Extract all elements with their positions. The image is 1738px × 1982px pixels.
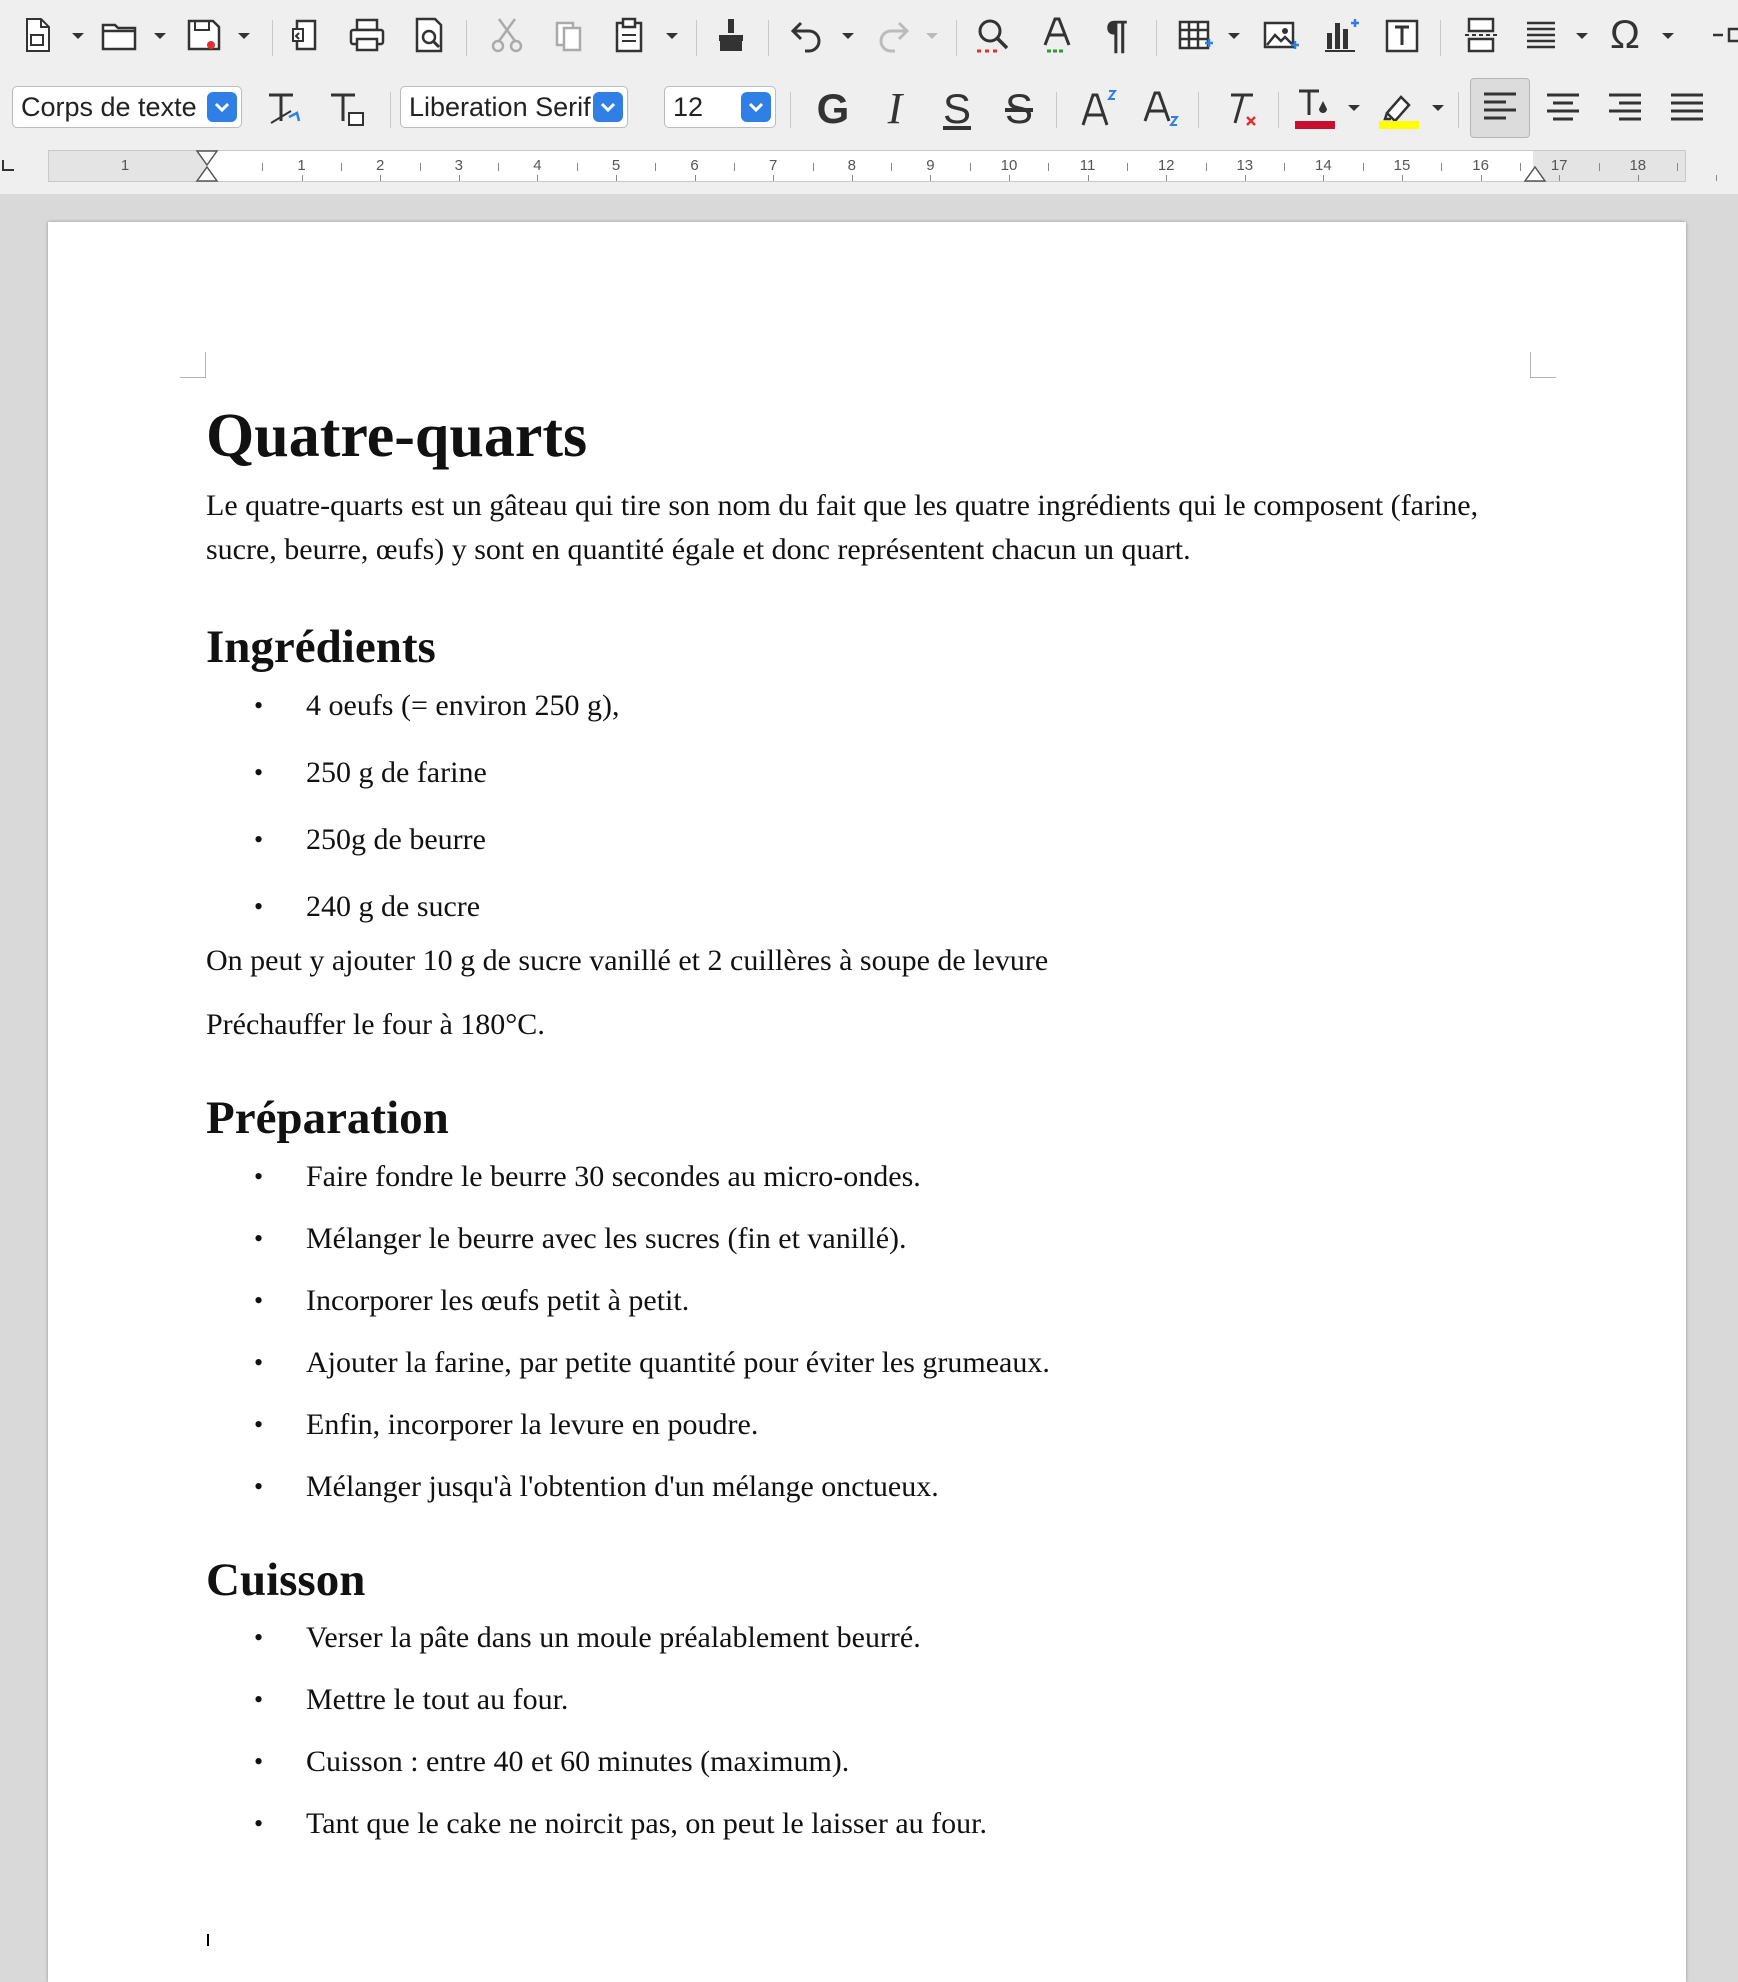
ruler-tick — [813, 163, 814, 171]
list-item — [206, 1221, 1546, 1257]
document-title: Quatre-quarts — [206, 402, 588, 470]
subscript-icon[interactable] — [1134, 84, 1188, 134]
separator — [1440, 20, 1441, 56]
print-preview-icon[interactable] — [406, 12, 452, 58]
list-item-text: 4 oeufs (= environ 250 g), — [306, 688, 620, 722]
right-indent-marker-icon[interactable] — [1523, 165, 1547, 183]
ruler-tick — [1599, 163, 1600, 171]
copy-icon[interactable] — [546, 12, 592, 58]
separator — [1198, 92, 1199, 128]
bullet: • — [254, 1623, 264, 1653]
preparation-heading: Préparation — [206, 1091, 449, 1144]
separator — [1458, 92, 1459, 128]
ruler-number: 15 — [1393, 157, 1411, 174]
list-item-text: Tant que le cake ne noircit pas, on peut le laisser au four. — [306, 1807, 987, 1841]
separator — [390, 92, 391, 128]
list-item-text: Mélanger le beurre avec les sucres (fin et vanillé). — [306, 1221, 907, 1255]
font-name-select[interactable] — [400, 86, 628, 128]
bullet: • — [254, 1685, 264, 1715]
formatting-marks-icon[interactable]: ¶ — [1105, 13, 1129, 57]
ruler-number: 16 — [1472, 157, 1489, 174]
list-item-text: Incorporer les œufs petit à petit. — [306, 1283, 690, 1317]
table-dropdown-icon[interactable] — [1226, 30, 1242, 42]
separator — [1278, 92, 1279, 128]
ruler-tick — [262, 163, 263, 171]
note-paragraph: On peut y ajouter 10 g de sucre vanillé et 2 cuillères à soupe de levure — [206, 943, 1049, 977]
list-item — [206, 1682, 1546, 1718]
redo-dropdown-icon[interactable] — [924, 30, 940, 42]
ruler-tab-tick — [302, 175, 303, 181]
new-document-icon[interactable] — [14, 12, 60, 58]
separator — [272, 20, 273, 56]
ruler-tick — [420, 163, 421, 171]
ruler-tab-tick — [1638, 175, 1639, 181]
horizontal-ruler-area — [0, 144, 1738, 194]
chevron-down-icon[interactable] — [207, 92, 237, 122]
separator — [466, 20, 467, 56]
insert-table-icon[interactable] — [1172, 12, 1218, 58]
ruler-number: 10 — [1000, 157, 1018, 174]
ruler-number: 1 — [120, 157, 130, 174]
ruler-tab-tick — [1716, 175, 1717, 181]
separator — [956, 20, 957, 56]
bullet: • — [254, 1285, 264, 1315]
ruler-tab-tick — [459, 175, 460, 181]
ruler-number: 18 — [1629, 157, 1647, 174]
bold-button[interactable] — [806, 84, 860, 134]
bullet: • — [254, 1809, 264, 1839]
ruler-tab-tick — [852, 175, 853, 181]
strikethrough-label: S — [1004, 85, 1033, 132]
ruler-tab-tick — [1009, 175, 1010, 181]
ruler-tick — [734, 163, 735, 171]
list-item — [206, 1159, 1546, 1195]
ruler-tab-tick — [537, 175, 538, 181]
ruler-tick — [1127, 163, 1128, 171]
list-item-text: Cuisson : entre 40 et 60 minutes (maximum). — [306, 1745, 850, 1779]
list-item — [206, 1345, 1546, 1381]
bullet: • — [254, 1223, 264, 1253]
italic-button[interactable] — [868, 84, 922, 134]
font-color-icon[interactable] — [1288, 84, 1342, 134]
ruler-number: 8 — [847, 157, 856, 174]
list-item-text: 250g de beurre — [306, 822, 486, 856]
insert-chart-icon[interactable] — [1318, 12, 1364, 58]
chevron-down-icon[interactable] — [593, 92, 623, 122]
font-size-value: 12 — [673, 91, 704, 122]
print-icon[interactable] — [344, 12, 390, 58]
font-color-dropdown-icon[interactable] — [1346, 102, 1362, 114]
ruler-tick — [341, 163, 342, 171]
insert-image-icon[interactable] — [1258, 12, 1304, 58]
tab-stop-type-icon[interactable] — [0, 158, 16, 174]
document-page[interactable] — [48, 222, 1686, 1982]
separator — [768, 20, 769, 56]
separator — [1056, 92, 1057, 128]
ruler-tick — [1441, 163, 1442, 171]
open-dropdown-icon[interactable] — [152, 30, 168, 42]
ruler-tick — [970, 163, 971, 171]
list-item-text: Faire fondre le beurre 30 secondes au micro-ondes. — [306, 1159, 921, 1193]
align-right-icon[interactable] — [1598, 84, 1652, 134]
save-dropdown-icon[interactable] — [236, 30, 252, 42]
ruler-tab-tick — [1245, 175, 1246, 181]
cuisson-list — [206, 1620, 1546, 1842]
justify-icon[interactable] — [1660, 84, 1714, 134]
bullet: • — [254, 1471, 264, 1501]
ruler-tick — [1363, 163, 1364, 171]
list-item-text: Verser la pâte dans un moule préalablement beurré. — [306, 1621, 921, 1655]
list-item-text: Enfin, incorporer la levure en poudre. — [306, 1407, 759, 1441]
new-dropdown-icon[interactable] — [70, 30, 86, 42]
ruler-tab-tick — [1402, 175, 1403, 181]
special-character-dropdown-icon[interactable] — [1660, 30, 1676, 42]
insert-field-icon[interactable] — [1518, 12, 1564, 58]
intro-paragraph: Le quatre-quarts est un gâteau qui tire son nom du fait que les quatre ingrédients qui le composent (farine, sucre, beurre, œufs) y sont en quantité égale et donc représentent chacun un quart. — [206, 489, 1479, 567]
field-dropdown-icon[interactable] — [1574, 30, 1590, 42]
bullet: • — [254, 1409, 264, 1439]
update-style-icon[interactable] — [258, 84, 312, 134]
undo-icon[interactable] — [784, 12, 830, 58]
text-boundary-corner — [1530, 352, 1556, 378]
ruler-number: 3 — [454, 157, 463, 174]
ruler-number: 17 — [1550, 157, 1568, 174]
ingredients-list — [206, 688, 1546, 925]
ruler-number: 9 — [926, 157, 935, 174]
ruler-tick — [655, 163, 656, 171]
indent-marker-icon[interactable] — [195, 149, 219, 183]
bullet: • — [254, 891, 264, 921]
clear-formatting-icon[interactable] — [1212, 84, 1266, 134]
font-size-select[interactable] — [664, 86, 776, 128]
ruler-tick — [1520, 163, 1521, 171]
list-item — [206, 1469, 1546, 1505]
undo-dropdown-icon[interactable] — [840, 30, 856, 42]
formatting-toolbar — [0, 74, 1738, 144]
list-item — [206, 755, 1546, 791]
ruler-tick — [1677, 163, 1678, 171]
ruler-tab-tick — [773, 175, 774, 181]
list-item-text: 250 g de farine — [306, 755, 487, 789]
bullet: • — [254, 757, 264, 787]
ruler-tab-tick — [695, 175, 696, 181]
save-icon[interactable] — [180, 12, 226, 58]
preparation-list — [206, 1159, 1546, 1505]
ruler-tab-tick — [616, 175, 617, 181]
hyperlink-icon[interactable] — [1706, 12, 1738, 58]
list-item — [206, 1620, 1546, 1656]
bullet: • — [254, 1747, 264, 1777]
note-paragraph: Préchauffer le four à 180°C. — [206, 1007, 545, 1041]
ruler-number: 7 — [769, 157, 778, 174]
ruler-tab-tick — [380, 175, 381, 181]
list-item — [206, 1407, 1546, 1443]
align-left-button[interactable] — [1470, 78, 1530, 138]
paragraph-style-select[interactable] — [12, 86, 242, 128]
list-item — [206, 1806, 1546, 1842]
align-center-icon[interactable] — [1536, 84, 1590, 134]
export-pdf-icon[interactable] — [282, 12, 328, 58]
find-replace-icon[interactable] — [970, 12, 1016, 58]
separator — [1156, 20, 1157, 56]
list-item — [206, 1283, 1546, 1319]
ruler-tab-tick — [1323, 175, 1324, 181]
ruler-tick — [1284, 163, 1285, 171]
paste-icon[interactable] — [608, 12, 654, 58]
ruler-tab-tick — [1166, 175, 1167, 181]
paste-dropdown-icon[interactable] — [664, 30, 680, 42]
ruler-tab-tick — [1481, 175, 1482, 181]
highlight-color-icon[interactable] — [1372, 84, 1426, 134]
ruler-tick — [577, 163, 578, 171]
paragraph-style-value: Corps de texte — [21, 91, 197, 122]
horizontal-ruler[interactable] — [48, 150, 1686, 182]
bullet: • — [254, 824, 264, 854]
bullet: • — [254, 690, 264, 720]
special-character-icon[interactable]: Ω — [1610, 13, 1640, 57]
text-cursor — [207, 1934, 209, 1946]
underline-label: S — [942, 85, 971, 132]
list-item-text: Mettre le tout au four. — [306, 1683, 569, 1717]
ruler-number: 4 — [533, 157, 542, 174]
highlight-dropdown-icon[interactable] — [1430, 102, 1446, 114]
ruler-number: 6 — [690, 157, 699, 174]
ruler-tick — [1048, 163, 1049, 171]
ruler-number: 14 — [1315, 157, 1332, 174]
underline-button[interactable] — [930, 84, 984, 134]
spelling-icon[interactable] — [1034, 12, 1080, 58]
insert-page-break-icon[interactable] — [1458, 12, 1504, 58]
ruler-tab-tick — [1088, 175, 1089, 181]
ruler-number: 11 — [1079, 157, 1096, 174]
insert-textbox-icon[interactable] — [1380, 12, 1426, 58]
strikethrough-button[interactable] — [992, 84, 1046, 134]
ruler-tick — [498, 163, 499, 171]
bullet: • — [254, 1347, 264, 1377]
ruler-number: 2 — [376, 157, 385, 174]
list-item — [206, 1744, 1546, 1780]
separator — [790, 92, 791, 128]
standard-toolbar — [0, 0, 1738, 74]
list-item-text: Ajouter la farine, par petite quantité pour éviter les grumeaux. — [306, 1345, 1050, 1379]
list-item-text: Mélanger jusqu'à l'obtention d'un mélange onctueux. — [306, 1469, 939, 1503]
ruler-number: 1 — [297, 157, 306, 174]
italic-label: I — [887, 84, 903, 133]
bullet: • — [254, 1161, 264, 1191]
ingredients-heading: Ingrédients — [206, 621, 436, 674]
font-name-value: Liberation Serif — [409, 91, 591, 122]
document-body[interactable] — [206, 402, 1546, 1842]
ruler-number: 12 — [1157, 157, 1175, 174]
cuisson-heading: Cuisson — [206, 1553, 366, 1606]
chevron-down-icon[interactable] — [741, 92, 771, 122]
new-style-icon[interactable] — [320, 84, 374, 134]
ruler-number: 5 — [611, 157, 621, 174]
ruler-tab-tick — [930, 175, 931, 181]
ruler-tick — [891, 163, 892, 171]
list-item-text: 240 g de sucre — [306, 889, 481, 923]
ruler-number: 13 — [1236, 157, 1254, 174]
separator — [696, 20, 697, 56]
bold-label: G — [816, 85, 850, 132]
ruler-tick — [1206, 163, 1207, 171]
cut-icon[interactable] — [484, 12, 530, 58]
text-boundary-corner — [180, 352, 206, 378]
superscript-icon[interactable] — [1072, 84, 1126, 134]
list-item — [206, 822, 1546, 858]
clone-formatting-icon[interactable] — [708, 12, 754, 58]
open-folder-icon[interactable] — [96, 12, 142, 58]
list-item — [206, 688, 1546, 724]
ruler-tab-tick — [1559, 175, 1560, 181]
redo-icon[interactable] — [870, 12, 916, 58]
list-item — [206, 889, 1546, 925]
